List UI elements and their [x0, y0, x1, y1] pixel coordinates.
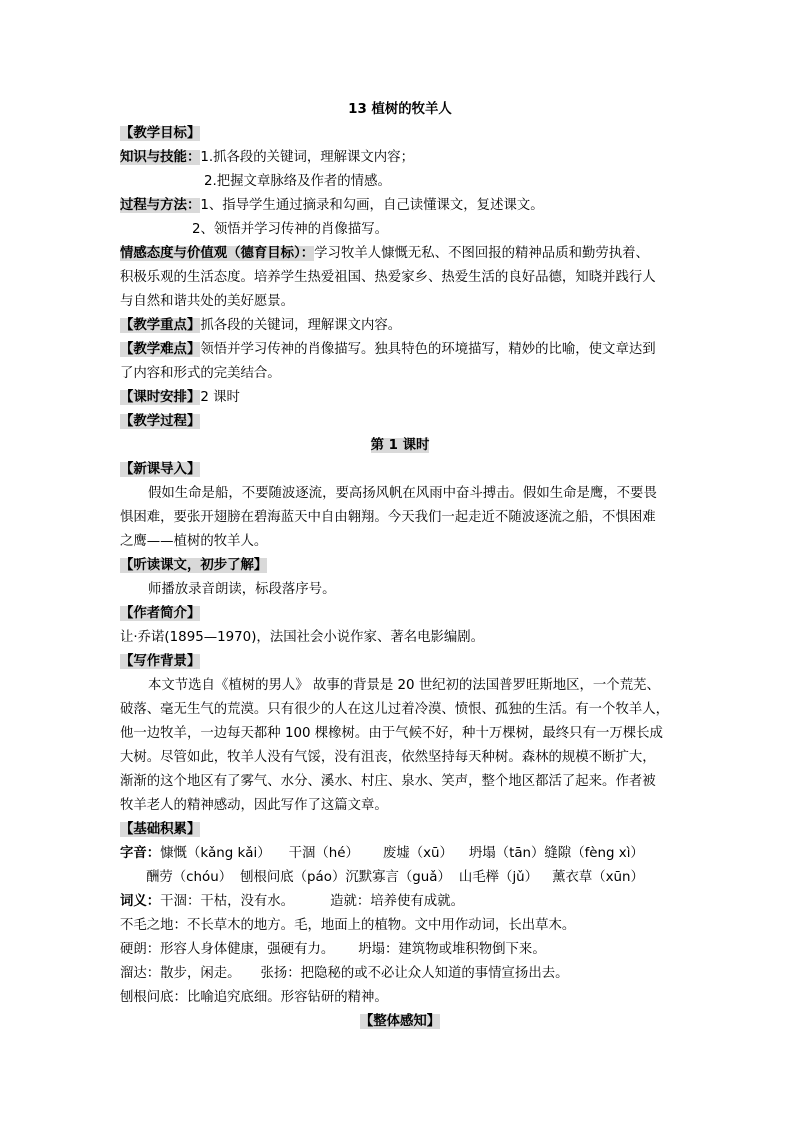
pronunciation-item: 山毛榉（jǔ）: [458, 870, 539, 885]
pronunciation-item: 慷慨（kǎng kǎi）: [160, 846, 271, 861]
page-title: 13 植树的牧羊人: [348, 102, 452, 117]
author-header-line: [120, 602, 680, 626]
knowledge-line-1: [120, 146, 680, 170]
difficulty-line-2: 了内容和形式的完美结合。: [120, 366, 281, 381]
emotion-line-1: [120, 242, 680, 266]
emotion-line-3: 与自然和谐共处的美好愿景。: [120, 294, 295, 309]
teaching-process-header: 【教学过程】: [120, 414, 201, 429]
basics-header-line: [120, 818, 680, 842]
intro-header: 【新课导入】: [120, 462, 201, 477]
process-text-1: 1、指导学生通过摘录和勾画，自己读懂课文，复述课文。: [200, 198, 544, 213]
background-line-5: 渐渐的这个地区有了雾气、水分、溪水、村庄、泉水、笑声，整个地区都活了起来。作者被: [120, 774, 656, 789]
emotion-label: 情感态度与价值观（德育目标）：: [120, 246, 315, 261]
key-point-line: [120, 314, 680, 338]
pronunciation-item: 沉默寡言（guǎ）: [345, 870, 451, 885]
intro-paragraph-line-1: 假如生命是船，不要随波逐流，要高扬风帆在风雨中奋斗搏击。假如生命是鹰，不要畏: [148, 486, 657, 501]
document-page: [120, 98, 680, 1034]
difficulty-line-1: [120, 338, 680, 362]
author-header: 【作者简介】: [120, 606, 201, 621]
emotion-text-1: 学习牧羊人慷慨无私、不图回报的精神品质和勤劳执着、: [314, 246, 649, 261]
intro-paragraph-line-2: 惧困难，要张开翅膀在碧海蓝天中自由翱翔。今天我们一起走近不随波逐流之船，不惧困难: [120, 510, 656, 525]
objectives-header: 【教学目标】: [120, 126, 201, 141]
meaning-line-2: 不毛之地：不长草木的地方。毛，地面上的植物。文中用作动词，长出草木。: [120, 918, 576, 933]
background-line-3: 他一边牧羊，一边每天都种 100 棵橡树。由于气候不好，种十万棵树，最终只有一万棵长成: [120, 726, 663, 741]
objectives-header-line: [120, 122, 680, 146]
process-line-1: [120, 194, 680, 218]
background-line-1: 本文节选自《植树的男人》 故事的背景是 20 世纪初的法国普罗旺斯地区，一个荒芜、: [148, 678, 660, 693]
meaning-label: 词义：: [120, 894, 161, 909]
meaning-item: 坍塌：建筑物或堆积物倒下来。: [358, 942, 546, 957]
meaning-line-5: 刨根问底：比喻追究底细。形容钻研的精神。: [120, 990, 388, 1005]
listen-text: 师播放录音朗读，标段落序号。: [148, 582, 336, 597]
knowledge-text-1: 1.抓各段的关键词，理解课文内容；: [200, 150, 414, 165]
meaning-item: 硬朗：形容人身体健康，强硬有力。: [120, 942, 335, 957]
knowledge-label: 知识与技能：: [120, 150, 201, 165]
background-line-2: 破落、毫无生气的荒漠。只有很少的人在这儿过着冷漠、愤恨、孤独的生活。有一个牧羊人，: [120, 702, 670, 717]
knowledge-line-2: 2.把握文章脉络及作者的情感。: [204, 174, 391, 189]
key-point-text: 抓各段的关键词，理解课文内容。: [200, 318, 402, 333]
author-text: 让·乔诺(1895—1970)，法国社会小说作家、著名电影编剧。: [120, 630, 485, 645]
pronunciation-line-1: [120, 842, 680, 866]
pronunciation-item: 废墟（xū）: [382, 846, 453, 861]
pronunciation-item: 酬劳（chóu）: [146, 870, 233, 885]
key-point-label: 【教学重点】: [120, 318, 201, 333]
process-label: 过程与方法：: [120, 198, 201, 213]
difficulty-label: 【教学难点】: [120, 342, 201, 357]
background-header: 【写作背景】: [120, 654, 201, 669]
intro-header-line: [120, 458, 680, 482]
lesson-title: 第 1 课时: [370, 438, 430, 453]
lesson-title-line: [120, 434, 680, 458]
process-header-line: [120, 410, 680, 434]
pronunciation-label: 字音：: [120, 846, 161, 861]
background-header-line: [120, 650, 680, 674]
emotion-line-2: 积极乐观的生活态度。培养学生热爱祖国、热爱家乡、热爱生活的良好品德，知晓并践行人: [120, 270, 656, 285]
overall-header: 【整体感知】: [359, 1014, 441, 1029]
meaning-item: 造就：培养使有成就。: [330, 894, 464, 909]
difficulty-text-1: 领悟并学习传神的肖像描写。独具特色的环境描写，精妙的比喻，使文章达到: [200, 342, 656, 357]
pronunciation-item: 薰衣草（xūn）: [552, 870, 644, 885]
pronunciation-item: 刨根问底（páo）: [240, 870, 346, 885]
pronunciation-line-2: [120, 866, 680, 890]
meaning-line-3: [120, 938, 680, 962]
meaning-item: 溜达：散步，闲走。: [120, 966, 241, 981]
overall-header-line: [120, 1010, 680, 1034]
meaning-item: 张扬：把隐秘的或不必让众人知道的事情宣扬出去。: [260, 966, 569, 981]
process-line-2: 2、领悟并学习传神的肖像描写。: [192, 222, 388, 237]
schedule-label: 【课时安排】: [120, 390, 201, 405]
schedule-line: [120, 386, 680, 410]
background-line-4: 大树。尽管如此，牧羊人没有气馁，没有沮丧，依然坚持每天种树。森林的规模不断扩大，: [120, 750, 656, 765]
pronunciation-item: 缝隙（fèng xì）: [544, 846, 644, 861]
listen-header-line: [120, 554, 680, 578]
basics-header: 【基础积累】: [120, 822, 201, 837]
schedule-text: 2 课时: [200, 390, 240, 405]
meaning-line-1: [120, 890, 680, 914]
pronunciation-item: 坍塌（tān）: [468, 846, 545, 861]
pronunciation-item: 干涸（hé）: [288, 846, 359, 861]
background-line-6: 牧羊老人的精神感动，因此写作了这篇文章。: [120, 798, 388, 813]
listen-header: 【听读课文，初步了解】: [120, 558, 268, 573]
intro-paragraph-line-3: 之鹰——植树的牧羊人。: [120, 534, 268, 549]
meaning-item: 干涸：干枯，没有水。: [160, 894, 295, 909]
meaning-line-4: [120, 962, 680, 986]
